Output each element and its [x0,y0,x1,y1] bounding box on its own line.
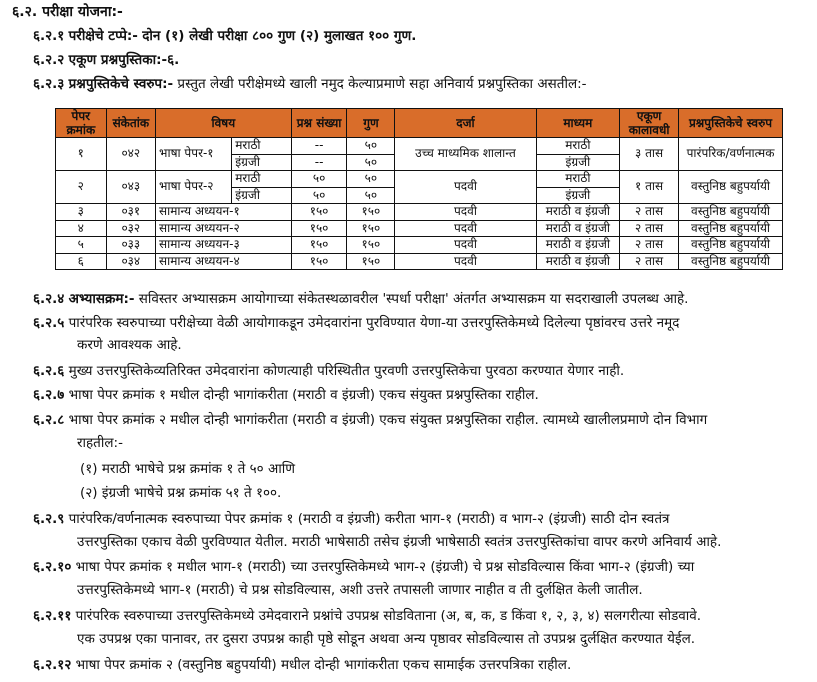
para-6-2-4 [33,289,688,307]
cell: २ तास [620,204,679,221]
para-number: ६.२.६ [33,363,65,379]
cell: १ [56,138,107,171]
cell: सामान्य अध्ययन-४ [156,253,292,270]
cell: मराठी व इंग्रजी [536,237,620,254]
cell: मराठी [536,171,620,188]
cell: सामान्य अध्ययन-१ [156,204,292,221]
para-text: पारंपरिक स्वरुपाच्या उत्तरपुस्तिकेमध्ये उमेदवाराने प्रश्नांचे उपप्रश्न सोडविताना (अ, ब, क, ड किंवा १, २, ३, ४) सलगरीत्या सोडवावे. [75,608,702,624]
sub-item-1: (१) मराठी भाषेचे प्रश्न क्रमांक १ ते ५० आणि [80,461,296,477]
cell: पदवी [395,220,536,237]
para-6-2-11-cont: एक उपप्रश्न एका पानावर, तर दुसरा उपप्रश्न काही पृष्ठे सोडून अथवा अन्य पृष्ठावर सोडविल्यास तो उपप्रश्न दुर्लक्षित करण्यात येईल. [77,631,696,647]
para-number: ६.२.८ [33,412,65,428]
para-number: ६.२.१ [33,28,65,44]
col-header: प्रश्न संख्या [291,109,347,138]
para-6-2-1 [33,26,416,44]
para-6-2-9-cont: उत्तरपुस्तिका एकाच वेळी पुरविण्यात येतील. मराठी भाषेसाठी तसेच इंग्रजी भाषेसाठी स्वतंत्र उत्तरपुस्तिकांचा वापर करणे अनिवार्य आहे. [77,534,722,550]
col-header: पेपर क्रमांक [56,109,107,138]
para-6-2-10 [33,557,694,575]
para-6-2-5 [33,313,679,331]
cell: पदवी [395,237,536,254]
section-number: ६.२. [12,4,38,20]
section-title: परीक्षा योजना:- [42,4,123,20]
para-text: पारंपरिक/वर्णनात्मक स्वरुपाच्या पेपर क्रमांक १ (मराठी व इंग्रजी) करीता भाग-१ (मराठी) व भाग-२ (इंग्रजी) साठी दोन स्वतंत्र [68,511,670,527]
cell: -- [291,138,347,155]
para-6-2-12 [33,655,571,673]
para-6-2-2 [33,50,179,68]
cell: ५० [347,171,395,188]
para-label: प्रश्नपुस्तिकेचे स्वरुप:- [68,76,174,92]
table-row [56,220,783,237]
cell: २ तास [620,220,679,237]
cell: १५० [347,204,395,221]
cell: ३ [56,204,107,221]
cell: २ [56,171,107,204]
cell: सामान्य अध्ययन-२ [156,220,292,237]
cell: ०३१ [106,204,155,221]
cell: इंग्रजी [536,154,620,171]
para-6-2-8 [33,410,707,428]
cell: ५० [347,187,395,204]
cell: वस्तुनिष्ठ बहुपर्यायी [679,220,783,237]
col-header: प्रश्नपुस्तिकेचे स्वरुप [679,109,783,138]
cell: भाषा पेपर-१ [156,138,232,171]
table-row [56,237,783,254]
cell: १५० [291,237,347,254]
para-number: ६.२.५ [33,315,65,331]
para-label: एकूण प्रश्नपुस्तिका:-६. [68,52,180,68]
cell: वस्तुनिष्ठ बहुपर्यायी [679,171,783,204]
section-heading [12,2,123,21]
table-row [56,204,783,221]
cell: ०३३ [106,237,155,254]
sub-item-2: (२) इंग्रजी भाषेचे प्रश्न क्रमांक ५१ ते १००. [80,485,282,501]
cell: मराठी [232,171,291,188]
cell: १५० [291,220,347,237]
cell: पदवी [395,253,536,270]
para-text: सविस्तर अभ्यासक्रम आयोगाच्या संकेतस्थळावरील 'स्पर्धा परीक्षा' अंतर्गत अभ्यासक्रम या सदराखाली उपलब्ध आहे. [138,291,689,307]
cell: वस्तुनिष्ठ बहुपर्यायी [679,253,783,270]
para-text: दोन (१) लेखी परीक्षा ८०० गुण (२) मुलाखत १०० गुण. [142,28,417,44]
cell: ०४२ [106,138,155,171]
table-header-row [56,109,783,138]
cell: १५० [347,253,395,270]
para-text: प्रस्तुत लेखी परीक्षेमध्ये खाली नमुद केल्याप्रमाणे सहा अनिवार्य प्रश्नपुस्तिका असतील:- [177,76,587,92]
cell: पदवी [395,204,536,221]
para-6-2-7 [33,385,539,403]
cell: पारंपरिक/वर्णनात्मक [679,138,783,171]
col-header: संकेतांक [106,109,155,138]
table-row [56,253,783,270]
cell: ५ [56,237,107,254]
para-text: भाषा पेपर क्रमांक १ मधील भाग-१ (मराठी) च्या उत्तरपुस्तिकेमध्ये भाग-२ (इंग्रजी) चे प्रश्न सोडविल्यास किंवा भाग-२ (इंग्रजी) च्या [75,559,695,575]
para-number: ६.२.१० [33,559,72,575]
para-text: मुख्य उत्तरपुस्तिकेव्यतिरिक्त उमेदवारांना कोणत्याही परिस्थितीत पुरवणी उत्तरपुस्तिकेचा पुरवठा करण्यात येणार नाही. [68,363,625,379]
cell: सामान्य अध्ययन-३ [156,237,292,254]
para-number: ६.२.३ [33,76,65,92]
cell: ५० [291,187,347,204]
col-header: विषय [156,109,292,138]
cell: वस्तुनिष्ठ बहुपर्यायी [679,204,783,221]
para-text: भाषा पेपर क्रमांक १ मधील दोन्ही भागांकरीता (मराठी व इंग्रजी) एकच संयुक्त प्रश्नपुस्तिका राहील. [68,387,539,403]
para-number: ६.२.४ [33,291,65,307]
cell: मराठी व इंग्रजी [536,204,620,221]
para-6-2-3 [33,74,587,92]
para-6-2-10-cont: उत्तरपुस्तिकेमध्ये भाग-१ (मराठी) चे प्रश्न सोडविल्यास, अशी उत्तरे तपासली जाणार नाहीत व ती दुर्लक्षित केली जातील. [77,582,643,598]
para-6-2-8-cont: राहतील:- [77,435,123,451]
para-6-2-6 [33,361,624,379]
para-number: ६.२.७ [33,387,65,403]
cell: -- [291,154,347,171]
cell: ५० [347,138,395,155]
para-6-2-11 [33,606,701,624]
table-row [56,138,783,155]
table-row [56,171,783,188]
cell: १५० [347,220,395,237]
cell: वस्तुनिष्ठ बहुपर्यायी [679,237,783,254]
cell: १५० [347,237,395,254]
cell: भाषा पेपर-२ [156,171,232,204]
cell: ५० [291,171,347,188]
cell: इंग्रजी [536,187,620,204]
col-header: एकूण कालावधी [620,109,679,138]
cell: ०३४ [106,253,155,270]
cell: ४ [56,220,107,237]
para-text: भाषा पेपर क्रमांक २ मधील दोन्ही भागांकरीता (मराठी व इंग्रजी) एकच संयुक्त प्रश्नपुस्तिका राहील. त्यामध्ये खालीलप्रमाणे दोन विभाग [68,412,708,428]
cell: मराठी [536,138,620,155]
para-6-2-9 [33,509,669,527]
para-number: ६.२.२ [33,52,65,68]
col-header: माध्यम [536,109,620,138]
cell: इंग्रजी [232,187,291,204]
para-6-2-5-cont: करणे आवश्यक आहे. [77,337,182,353]
cell: २ तास [620,253,679,270]
question-paper-table [55,108,783,270]
para-text: भाषा पेपर क्रमांक २ (वस्तुनिष्ठ बहुपर्यायी) मधील दोन्ही भागांकरीता एकच सामाईक उत्तरपत्रिका राहील. [75,657,572,673]
col-header: गुण [347,109,395,138]
cell: ०३२ [106,220,155,237]
para-label: अभ्यासक्रम:- [68,291,135,307]
para-number: ६.२.१२ [33,657,72,673]
cell: ६ [56,253,107,270]
col-header: दर्जा [395,109,536,138]
para-text: पारंपरिक स्वरुपाच्या परीक्षेच्या वेळी आयोगाकडून उमेदवारांना पुरविण्यात येणा-या उत्तरपुस्तिकेमध्ये दिलेल्या पृष्ठांवरच उत्तरे नमूद [68,315,680,331]
cell: मराठी [232,138,291,155]
cell: २ तास [620,237,679,254]
cell: ५० [347,154,395,171]
cell: मराठी व इंग्रजी [536,220,620,237]
cell: ३ तास [620,138,679,171]
cell: इंग्रजी [232,154,291,171]
cell: १५० [291,204,347,221]
para-number: ६.२.९ [33,511,65,527]
cell: ०४३ [106,171,155,204]
cell: पदवी [395,171,536,204]
cell: मराठी व इंग्रजी [536,253,620,270]
cell: १५० [291,253,347,270]
cell: उच्च माध्यमिक शालान्त [395,138,536,171]
cell: १ तास [620,171,679,204]
para-label: परीक्षेचे टप्पे:- [68,28,138,44]
para-number: ६.२.११ [33,608,72,624]
